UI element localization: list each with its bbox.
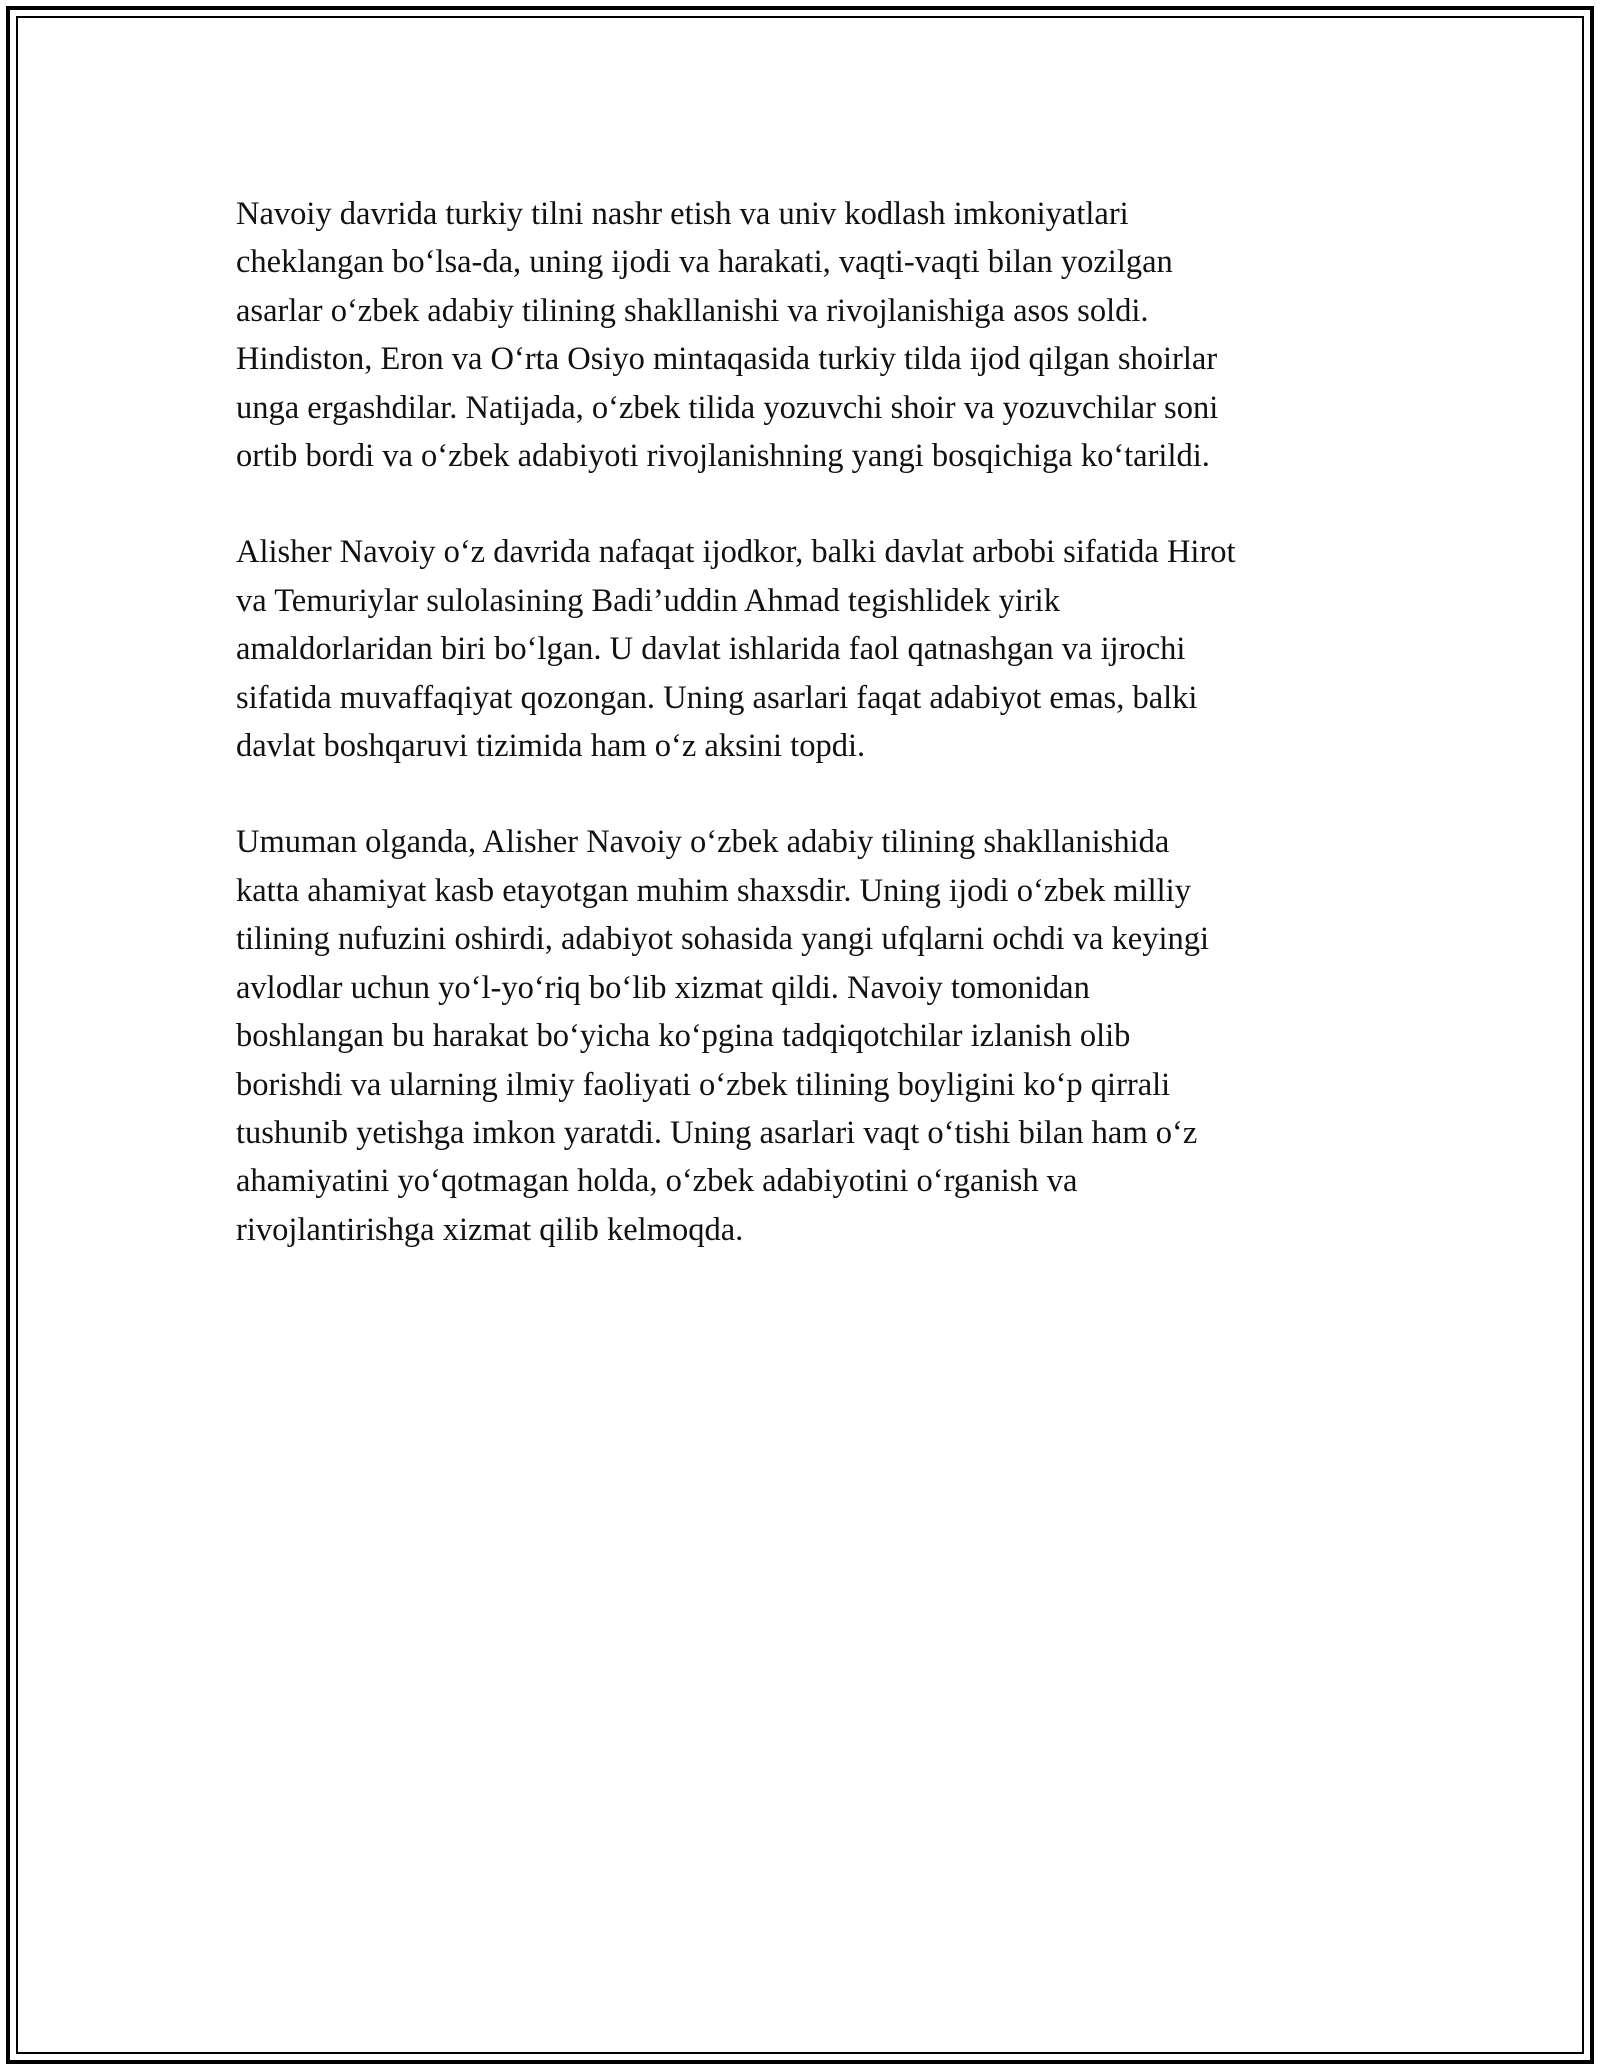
text-line: tushunib yetishga imkon yaratdi. Uning asarlari vaqt oʻtishi bilan ham oʻz (236, 1114, 1198, 1151)
text-line: unga ergashdilar. Natijada, oʻzbek tilida yozuvchi shoir va yozuvchilar soni (236, 389, 1219, 426)
text-line: davlat boshqaruvi tizimida ham oʻz aksini topdi. (236, 728, 866, 765)
text-line: amaldorlaridan biri boʻlgan. U davlat ishlarida faol qatnashgan va ijrochi (236, 631, 1186, 668)
text-line: cheklangan boʻlsa-da, uning ijodi va harakati, vaqti-vaqti bilan yozilgan (236, 244, 1173, 281)
document-body (236, 190, 1386, 1302)
paragraph-3 (236, 818, 1386, 1254)
text-line: asarlar oʻzbek adabiy tilining shakllanishi va rivojlanishiga asos soldi. (236, 292, 1149, 329)
text-line: Umuman olganda, Alisher Navoiy oʻzbek adabiy tilining shakllanishida (236, 824, 1170, 861)
text-line: avlodlar uchun yoʻl-yoʻriq boʻlib xizmat qildi. Navoiy tomonidan (236, 969, 1090, 1006)
text-line: ortib bordi va oʻzbek adabiyoti rivojlanishning yangi bosqichiga koʻtarildi. (236, 438, 1210, 475)
paragraph-1 (236, 190, 1386, 480)
text-line: ahamiyatini yoʻqotmagan holda, oʻzbek adabiyotini oʻrganish va (236, 1163, 1078, 1200)
text-line: boshlangan bu harakat boʻyicha koʻpgina tadqiqotchilar izlanish olib (236, 1018, 1131, 1055)
text-line: Hindiston, Eron va Oʻrta Osiyo mintaqasida turkiy tilda ijod qilgan shoirlar (236, 341, 1218, 378)
text-line: Alisher Navoiy oʻz davrida nafaqat ijodkor, balki davlat arbobi sifatida Hirot (236, 534, 1236, 571)
text-line: tilining nufuzini oshirdi, adabiyot sohasida yangi ufqlarni ochdi va keyingi (236, 921, 1210, 958)
text-line: rivojlantirishga xizmat qilib kelmoqda. (236, 1211, 744, 1248)
text-line: borishdi va ularning ilmiy faoliyati oʻzbek tilining boyligini koʻp qirrali (236, 1066, 1171, 1103)
text-line: sifatida muvaffaqiyat qozongan. Uning asarlari faqat adabiyot emas, balki (236, 679, 1198, 716)
text-line: va Temuriylar sulolasining Badi’uddin Ahmad tegishlidek yirik (236, 582, 1060, 619)
text-line: Navoiy davrida turkiy tilni nashr etish va univ kodlash imkoniyatlari (236, 196, 1129, 232)
text-line: katta ahamiyat kasb etayotgan muhim shaxsdir. Uning ijodi oʻzbek milliy (236, 872, 1191, 909)
paragraph-2 (236, 528, 1386, 770)
